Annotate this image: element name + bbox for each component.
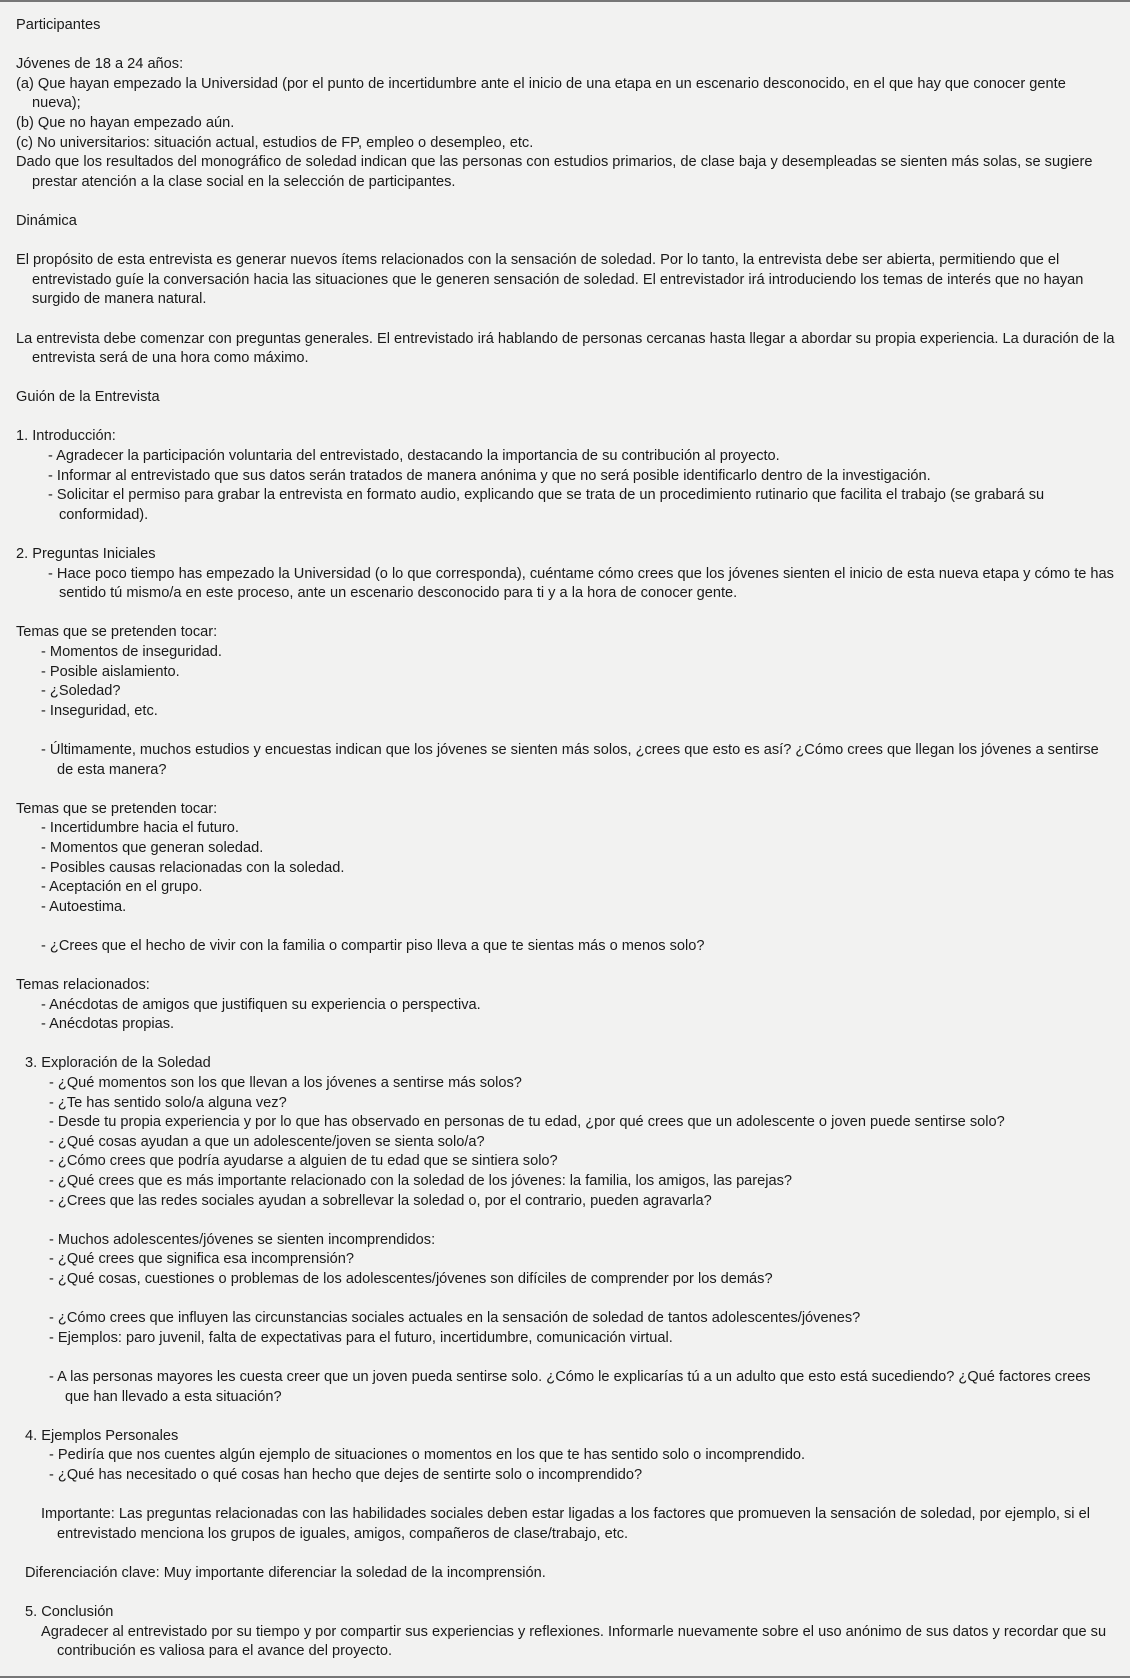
list-item: - Anécdotas de amigos que justifiquen su experiencia o perspectiva.	[41, 996, 481, 1013]
question-item: - Ejemplos: paro juvenil, falta de expectativas para el futuro, incertidumbre, comunicación virtual.	[49, 1329, 673, 1346]
temas-label: Temas que se pretenden tocar:	[16, 624, 218, 641]
dinamica-title: Dinámica	[16, 212, 77, 229]
spacer	[16, 1544, 1116, 1564]
section-title-preguntas-iniciales: 2. Preguntas Iniciales	[16, 546, 156, 563]
section-title-ejemplos-personales: 4. Ejemplos Personales	[25, 1427, 179, 1444]
list-item: - Posibles causas relacionadas con la soledad.	[41, 859, 345, 876]
question-item: - ¿Qué crees que significa esa incomprensión?	[49, 1251, 355, 1268]
list-item: - Agradecer la participación voluntaria del entrevistado, destacando la importancia de su contribución al proyecto.	[48, 448, 780, 465]
jovenes-item-a: (a) Que hayan empezado la Universidad (por el punto de incertidumbre ante el inicio de una etapa en un escenario desconocido, en el que hay que conocer gente nueva);	[16, 75, 1066, 112]
spacer	[16, 917, 1116, 937]
question-item: - Pediría que nos cuentes algún ejemplo de situaciones o momentos en los que te has sentido solo o incomprendido.	[49, 1447, 806, 1464]
exploracion-list	[16, 1074, 1116, 1407]
question-item: - ¿Crees que las redes sociales ayudan a sobrellevar la soledad o, por el contrario, pueden agravarla?	[49, 1192, 712, 1209]
jovenes-item-c: (c) No universitarios: situación actual, estudios de FP, empleo o desempleo, etc.	[16, 134, 534, 151]
spacer	[16, 1035, 1116, 1055]
question-item: - Hace poco tiempo has empezado la Universidad (o lo que corresponda), cuéntame cómo crees que los jóvenes sienten el inicio de esta nueva etapa y cómo te has sentido tú mismo/a en este proceso, ante un escenario desconocido para ti y a la hora de conocer gente.	[48, 565, 1114, 602]
question-item: - ¿Qué cosas, cuestiones o problemas de los adolescentes/jóvenes son difíciles de comprender por los demás?	[49, 1271, 773, 1287]
list-item: - Momentos que generan soledad.	[41, 839, 264, 856]
temas-relacionados-label: Temas relacionados:	[16, 977, 150, 994]
ejemplos-list	[16, 1446, 1116, 1485]
question-item: - ¿Te has sentido solo/a alguna vez?	[49, 1094, 287, 1111]
list-item: - Informar al entrevistado que sus datos serán tratados de manera anónima y que no será posible identificarlo dentro de la investigación.	[48, 467, 931, 484]
diferenciacion-note: Diferenciación clave: Muy importante diferenciar la soledad de la incomprensión.	[25, 1564, 546, 1581]
spacer	[16, 604, 1116, 624]
list-item: - Solicitar el permiso para grabar la entrevista en formato audio, explicando que se trata de un procedimiento rutinario que facilita el trabajo (se grabará su conformidad).	[48, 487, 1045, 523]
list-item: - Incertidumbre hacia el futuro.	[41, 820, 239, 837]
jovenes-note: Dado que los resultados del monográfico de soledad indican que las personas con estudios primarios, de clase baja y desempleadas se sienten más solas, se sugiere prestar atención a la clase social en la selección de participantes.	[16, 154, 1093, 190]
spacer	[16, 192, 1116, 212]
spacer	[16, 721, 1116, 741]
question-item: - ¿Qué momentos son los que llevan a los jóvenes a sentirse más solos?	[49, 1075, 522, 1092]
spacer	[16, 957, 1116, 977]
dinamica-paragraph: La entrevista debe comenzar con preguntas generales. El entrevistado irá hablando de personas cercanas hasta llegar a abordar su propia experiencia. La duración de la entrevista será de una hora como máximo.	[16, 330, 1115, 367]
section-title-introduccion: 1. Introducción:	[16, 428, 116, 445]
list-item: - Posible aislamiento.	[41, 663, 180, 680]
spacer	[16, 780, 1116, 800]
list-item: - ¿Soledad?	[41, 683, 121, 700]
spacer	[24, 1348, 1116, 1368]
list-item: - Momentos de inseguridad.	[41, 644, 222, 660]
spacer	[16, 369, 1116, 389]
spacer	[16, 1486, 1116, 1506]
participantes-title: Participantes	[16, 17, 101, 33]
question-item: - Últimamente, muchos estudios y encuestas indican que los jóvenes se sienten más solos, ¿crees que esto es así? ¿Cómo crees que llegan los jóvenes a sentirse de esta manera?	[41, 741, 1099, 778]
list-item: - Autoestima.	[41, 898, 127, 915]
spacer	[16, 408, 1116, 428]
question-item: - ¿Crees que el hecho de vivir con la familia o compartir piso lleva a que te sientas más o menos solo?	[41, 937, 705, 954]
question-item: - A las personas mayores les cuesta creer que un joven pueda sentirse solo. ¿Cómo le explicarías tú a un adulto que esto está sucediendo? ¿Qué factores crees que han llevado a esta situación?	[49, 1368, 1091, 1405]
conclusion-text: Agradecer al entrevistado por su tiempo y por compartir sus experiencias y reflexiones. Informarle nuevamente sobre el uso anónimo de sus datos y recordar que su contribución es valiosa para el avance del proyecto.	[41, 1623, 1107, 1660]
question-item: - Muchos adolescentes/jóvenes se sienten incomprendidos:	[49, 1231, 436, 1248]
temas-label: Temas que se pretenden tocar:	[16, 800, 218, 817]
section-title-exploracion: 3. Exploración de la Soledad	[25, 1055, 211, 1072]
question-item: - ¿Qué crees que es más importante relacionado con la soledad de los jóvenes: la familia, los amigos, las parejas?	[49, 1173, 793, 1190]
question-item: - ¿Cómo crees que influyen las circunstancias sociales actuales en la sensación de soledad de tantos adolescentes/jóvenes?	[49, 1310, 861, 1327]
list-item: - Inseguridad, etc.	[41, 702, 158, 719]
spacer	[16, 232, 1116, 252]
question-item: - ¿Qué cosas ayudan a que un adolescente/joven se sienta solo/a?	[49, 1133, 485, 1150]
importante-note: Importante: Las preguntas relacionadas con las habilidades sociales deben estar ligadas a los factores que promueven la sensación de soledad, por ejemplo, si el entrevistado menciona los grupos de iguales, amigos, compañeros de clase/trabajo, etc.	[41, 1506, 1090, 1542]
section-title-conclusion: 5. Conclusión	[25, 1604, 114, 1621]
guion-title: Guión de la Entrevista	[16, 389, 160, 406]
spacer	[24, 1211, 1116, 1231]
spacer	[16, 36, 1116, 56]
list-item: - Aceptación en el grupo.	[41, 879, 203, 896]
jovenes-item-b: (b) Que no hayan empezado aún.	[16, 114, 235, 131]
question-item: - ¿Qué has necesitado o qué cosas han hecho que dejes de sentirte solo o incomprendido?	[49, 1466, 643, 1483]
spacer	[16, 310, 1116, 330]
dinamica-paragraph: El propósito de esta entrevista es generar nuevos ítems relacionados con la sensación de soledad. Por lo tanto, la entrevista debe ser abierta, permitiendo que el entrevistado guíe la conversación hacia las situaciones que le generen sensación de soledad. El entrevistador irá introduciendo los temas de interés que no hayan surgido de manera natural.	[16, 252, 1084, 308]
jovenes-heading: Jóvenes de 18 a 24 años:	[16, 56, 184, 73]
spacer	[24, 1290, 1116, 1310]
spacer	[16, 1407, 1116, 1427]
question-item: - ¿Cómo crees que podría ayudarse a alguien de tu edad que se sintiera solo?	[49, 1153, 558, 1170]
list-item: - Anécdotas propias.	[41, 1016, 175, 1033]
spacer	[16, 525, 1116, 545]
spacer	[16, 1584, 1116, 1604]
question-item: - Desde tu propia experiencia y por lo que has observado en personas de tu edad, ¿por qué crees que un adolescente o joven puede sentirse solo?	[49, 1114, 1005, 1131]
